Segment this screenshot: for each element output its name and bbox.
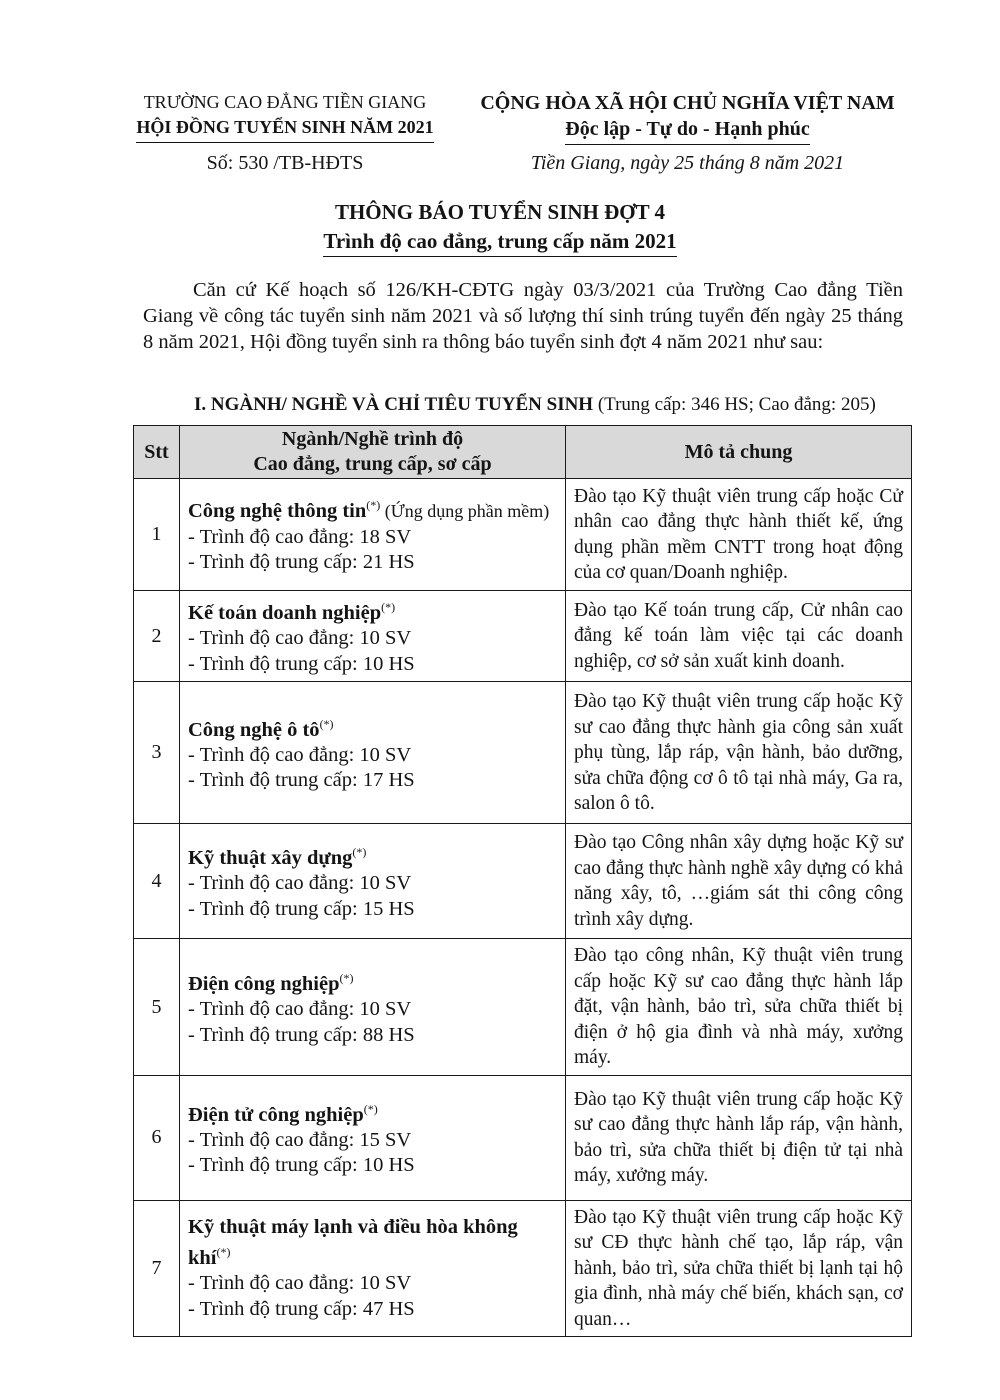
table-row: [134, 824, 912, 939]
school-name: TRƯỜNG CAO ĐẲNG TIỀN GIANG: [143, 92, 427, 112]
row-major: [180, 1200, 566, 1337]
row-stt: 6: [134, 1075, 180, 1200]
issuer-block: [110, 90, 460, 143]
college-quota: - Trình độ cao đẳng: 10 SV: [188, 872, 412, 895]
row-major: [180, 939, 566, 1076]
college-quota: - Trình độ cao đẳng: 10 SV: [188, 1272, 412, 1295]
major-mark: (*): [339, 970, 354, 985]
country-name: CỘNG HÒA XÃ HỘI CHỦ NGHĨA VIỆT NAM: [480, 92, 895, 114]
row-major: [180, 682, 566, 824]
college-quota: - Trình độ cao đẳng: 15 SV: [188, 1128, 412, 1151]
major-name: Điện công nghiệp: [188, 972, 340, 995]
row-stt: 3: [134, 682, 180, 824]
row-description: Đào tạo Công nhân xây dựng hoặc Kỹ sư cao đẳng thực hành nghề xây dựng có khả năng xây, tô, …giám sát thi công công trình xây dựng.: [566, 824, 912, 939]
document-subtitle: Trình độ cao đẳng, trung cấp năm 2021: [323, 229, 676, 257]
major-mark: (*): [352, 845, 367, 860]
row-stt: 4: [134, 824, 180, 939]
row-description: Đào tạo Kỹ thuật viên trung cấp hoặc Kỹ sư cao đẳng thực hành lắp ráp, vận hành, bảo trì, sửa chữa thiết bị điện tử tại nhà máy, xưởng máy.: [566, 1075, 912, 1200]
table-row: [134, 591, 912, 682]
section-quota: (Trung cấp: 346 HS; Cao đẳng: 205): [597, 394, 876, 415]
intermediate-quota: - Trình độ trung cấp: 88 HS: [188, 1023, 415, 1046]
intermediate-quota: - Trình độ trung cấp: 15 HS: [188, 897, 415, 920]
table-row: [134, 682, 912, 824]
major-mark: (*): [366, 498, 381, 513]
reference-number: Số: 530 /TB-HĐTS: [206, 152, 364, 174]
row-stt: 2: [134, 591, 180, 682]
major-mark: (*): [216, 1245, 231, 1260]
row-description: Đào tạo công nhân, Kỹ thuật viên trung cấp hoặc Kỹ sư cao đẳng thực hành lắp đặt, vận hành, bảo trì, sửa chữa thiết bị điện ở hộ gia đình và nhà máy, xưởng máy.: [566, 939, 912, 1076]
major-name: Kỹ thuật máy lạnh và điều hòa không khí: [188, 1215, 518, 1269]
major-name: Điện tử công nghiệp: [188, 1103, 364, 1126]
majors-table: [133, 425, 912, 1337]
section-heading: [194, 394, 876, 416]
major-name: Công nghệ ô tô: [188, 718, 320, 741]
major-name: Kế toán doanh nghiệp: [188, 601, 382, 624]
major-mark: (*): [381, 600, 396, 614]
row-stt: 5: [134, 939, 180, 1076]
council-name: HỘI ĐỒNG TUYỂN SINH NĂM 2021: [136, 115, 433, 143]
row-major: [180, 479, 566, 591]
section-title: I. NGÀNH/ NGHỀ VÀ CHỈ TIÊU TUYỂN SINH: [194, 394, 594, 415]
row-major: [180, 824, 566, 939]
table-row: [134, 1075, 912, 1200]
table-header-row: [134, 426, 912, 479]
header-description: Mô tả chung: [566, 426, 912, 479]
intro-paragraph: Căn cứ Kế hoạch số 126/KH-CĐTG ngày 03/3/2021 của Trường Cao đẳng Tiền Giang về công tác tuyển sinh năm 2021 và số lượng thí sinh trúng tuyển đến ngày 25 tháng 8 năm 2021, Hội đồng tuyển sinh ra thông báo tuyển sinh đợt 4 năm 2021 như sau:: [143, 279, 903, 353]
row-major: [180, 1075, 566, 1200]
college-quota: - Trình độ cao đẳng: 18 SV: [188, 525, 412, 548]
major-name: Công nghệ thông tin: [188, 500, 367, 523]
header-stt: Stt: [134, 426, 180, 479]
table-row: [134, 939, 912, 1076]
table-row: [134, 479, 912, 591]
row-stt: 1: [134, 479, 180, 591]
document-title: THÔNG BÁO TUYỂN SINH ĐỢT 4: [334, 200, 666, 224]
intermediate-quota: - Trình độ trung cấp: 21 HS: [188, 551, 415, 574]
row-description: Đào tạo Kỹ thuật viên trung cấp hoặc Kỹ sư CĐ thực hành chế tạo, lắp ráp, vận hành, bảo trì, sửa chữa thiết bị lạnh tại hộ gia đình, nhà máy chế biến, khách sạn, cơ quan…: [566, 1200, 912, 1337]
place-date: Tiền Giang, ngày 25 tháng 8 năm 2021: [530, 152, 845, 174]
major-note: (Ứng dụng phần mềm): [380, 501, 550, 522]
row-major: [180, 591, 566, 682]
major-mark: (*): [363, 1101, 378, 1116]
intermediate-quota: - Trình độ trung cấp: 17 HS: [188, 769, 415, 792]
table-row: [134, 1200, 912, 1337]
row-description: Đào tạo Kỹ thuật viên trung cấp hoặc Cử nhân cao đẳng thực hành thiết kế, ứng dụng phần mềm CNTT trong hoạt động của cơ quan/Doanh nghiệp.: [566, 479, 912, 591]
intermediate-quota: - Trình độ trung cấp: 47 HS: [188, 1297, 415, 1320]
row-description: Đào tạo Kế toán trung cấp, Cử nhân cao đẳng kế toán làm việc tại các doanh nghiệp, cơ sở sản xuất kinh doanh.: [566, 591, 912, 682]
row-stt: 7: [134, 1200, 180, 1337]
major-mark: (*): [319, 716, 334, 731]
intermediate-quota: - Trình độ trung cấp: 10 HS: [188, 652, 415, 675]
header-major: Ngành/Nghề trình độ Cao đẳng, trung cấp, sơ cấp: [180, 426, 566, 479]
major-name: Kỹ thuật xây dựng: [188, 846, 353, 869]
row-description: Đào tạo Kỹ thuật viên trung cấp hoặc Kỹ sư cao đẳng thực hành gia công sản xuất phụ tùng, lắp ráp, vận hành, bảo dưỡng, sửa chữa động cơ ô tô tại nhà máy, Ga ra, salon ô tô.: [566, 682, 912, 824]
intermediate-quota: - Trình độ trung cấp: 10 HS: [188, 1154, 415, 1177]
college-quota: - Trình độ cao đẳng: 10 SV: [188, 998, 412, 1021]
college-quota: - Trình độ cao đẳng: 10 SV: [188, 627, 412, 650]
national-motto-block: [475, 90, 900, 145]
motto: Độc lập - Tự do - Hạnh phúc: [565, 116, 809, 145]
college-quota: - Trình độ cao đẳng: 10 SV: [188, 743, 412, 766]
